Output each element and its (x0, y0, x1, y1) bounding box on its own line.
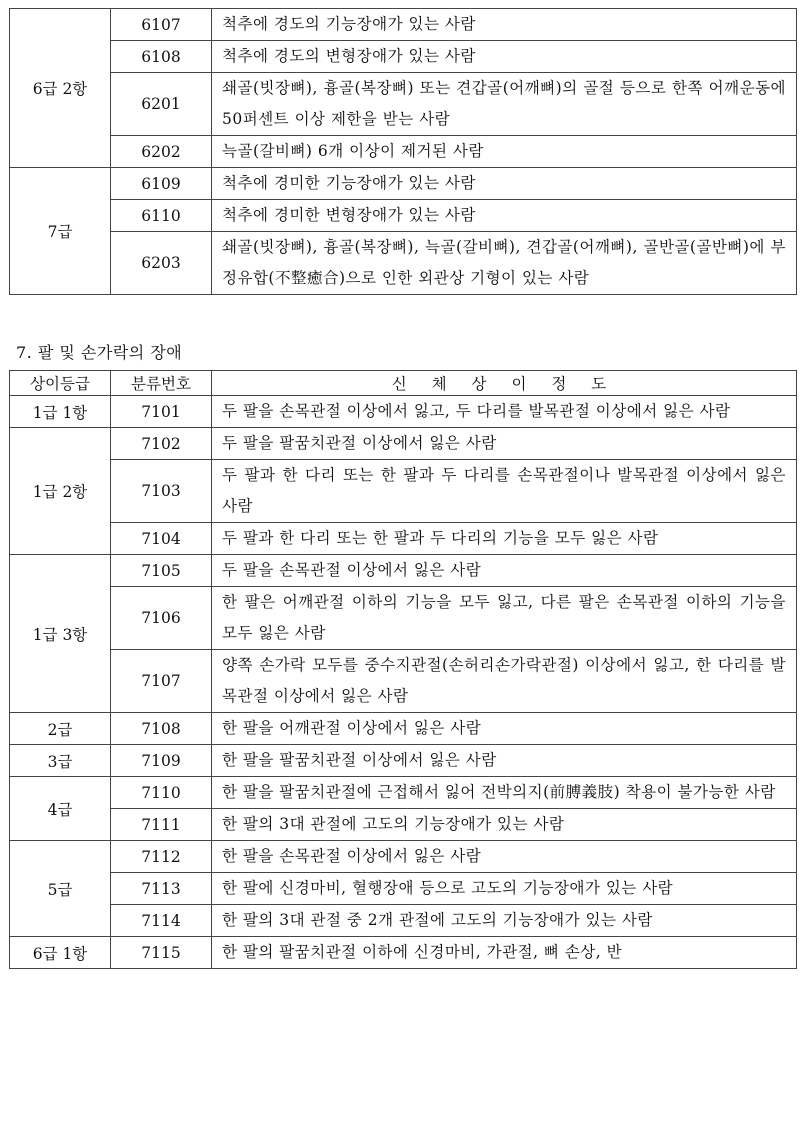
description-cell: 늑골(갈비뼈) 6개 이상이 제거된 사람 (212, 136, 797, 168)
code-cell: 6201 (111, 73, 212, 136)
code-cell: 7112 (111, 841, 212, 873)
table-row (10, 841, 797, 873)
arm-finger-disability-table (9, 370, 797, 969)
description-cell: 두 팔을 팔꿈치관절 이상에서 잃은 사람 (212, 428, 797, 460)
header-code: 분류번호 (111, 371, 212, 396)
code-cell: 6107 (111, 9, 212, 41)
code-cell: 7106 (111, 587, 212, 650)
table-row (10, 200, 797, 232)
table-row (10, 873, 797, 905)
description-cell: 양쪽 손가락 모두를 중수지관절(손허리손가락관절) 이상에서 잃고, 한 다리를 발목관절 이상에서 잃은 사람 (212, 650, 797, 713)
grade-cell: 1급 3항 (10, 555, 111, 713)
table-row (10, 555, 797, 587)
code-cell: 7102 (111, 428, 212, 460)
table-row (10, 428, 797, 460)
description-cell: 한 팔을 팔꿈치관절 이상에서 잃은 사람 (212, 745, 797, 777)
table-row (10, 809, 797, 841)
code-cell: 7113 (111, 873, 212, 905)
grade-cell: 1급 2항 (10, 428, 111, 555)
description-cell: 쇄골(빗장뼈), 흉골(복장뼈), 늑골(갈비뼈), 견갑골(어깨뼈), 골반골(골반뼈)에 부정유합(不整癒合)으로 인한 외관상 기형이 있는 사람 (212, 232, 797, 295)
description-cell: 한 팔의 3대 관절 중 2개 관절에 고도의 기능장애가 있는 사람 (212, 905, 797, 937)
code-cell: 6203 (111, 232, 212, 295)
code-cell: 6109 (111, 168, 212, 200)
table-row (10, 777, 797, 809)
description-cell: 한 팔의 팔꿈치관절 이하에 신경마비, 가관절, 뼈 손상, 반 (212, 937, 797, 969)
code-cell: 7105 (111, 555, 212, 587)
table-row (10, 523, 797, 555)
code-cell: 7104 (111, 523, 212, 555)
table-row (10, 460, 797, 523)
header-row (10, 371, 797, 396)
section-title: 7. 팔 및 손가락의 장애 (16, 343, 183, 362)
table-row (10, 713, 797, 745)
code-cell: 6202 (111, 136, 212, 168)
table-row (10, 41, 797, 73)
description-cell: 한 팔을 어깨관절 이상에서 잃은 사람 (212, 713, 797, 745)
code-cell: 7108 (111, 713, 212, 745)
grade-cell: 4급 (10, 777, 111, 841)
code-cell: 6110 (111, 200, 212, 232)
table-row (10, 650, 797, 713)
table-row (10, 745, 797, 777)
description-cell: 두 팔을 손목관절 이상에서 잃고, 두 다리를 발목관절 이상에서 잃은 사람 (212, 396, 797, 428)
table-row (10, 136, 797, 168)
description-cell: 두 팔과 한 다리 또는 한 팔과 두 다리를 손목관절이나 발목관절 이상에서 잃은 사람 (212, 460, 797, 523)
header-grade: 상이등급 (10, 371, 111, 396)
description-cell: 두 팔과 한 다리 또는 한 팔과 두 다리의 기능을 모두 잃은 사람 (212, 523, 797, 555)
grade-cell: 2급 (10, 713, 111, 745)
description-cell: 쇄골(빗장뼈), 흉골(복장뼈) 또는 견갑골(어깨뼈)의 골절 등으로 한쪽 어깨운동에 50퍼센트 이상 제한을 받는 사람 (212, 73, 797, 136)
description-cell: 한 팔을 손목관절 이상에서 잃은 사람 (212, 841, 797, 873)
table-row (10, 9, 797, 41)
description-cell: 한 팔에 신경마비, 혈행장애 등으로 고도의 기능장애가 있는 사람 (212, 873, 797, 905)
code-cell: 6108 (111, 41, 212, 73)
code-cell: 7109 (111, 745, 212, 777)
code-cell: 7114 (111, 905, 212, 937)
header-description: 신 체 상 이 정 도 (212, 371, 797, 396)
grade-cell: 7급 (10, 168, 111, 295)
table-row (10, 396, 797, 428)
description-cell: 척추에 경도의 기능장애가 있는 사람 (212, 9, 797, 41)
description-cell: 한 팔의 3대 관절에 고도의 기능장애가 있는 사람 (212, 809, 797, 841)
description-cell: 척추에 경도의 변형장애가 있는 사람 (212, 41, 797, 73)
code-cell: 7110 (111, 777, 212, 809)
grade-cell: 5급 (10, 841, 111, 937)
table-row (10, 232, 797, 295)
table-row (10, 168, 797, 200)
grade-cell: 3급 (10, 745, 111, 777)
description-cell: 척추에 경미한 기능장애가 있는 사람 (212, 168, 797, 200)
grade-cell: 6급 1항 (10, 937, 111, 969)
table-row (10, 587, 797, 650)
grade-cell: 1급 1항 (10, 396, 111, 428)
table-row (10, 905, 797, 937)
code-cell: 7101 (111, 396, 212, 428)
spine-disability-table (9, 8, 797, 295)
description-cell: 두 팔을 손목관절 이상에서 잃은 사람 (212, 555, 797, 587)
code-cell: 7115 (111, 937, 212, 969)
description-cell: 척추에 경미한 변형장애가 있는 사람 (212, 200, 797, 232)
description-cell: 한 팔은 어깨관절 이하의 기능을 모두 잃고, 다른 팔은 손목관절 이하의 기능을 모두 잃은 사람 (212, 587, 797, 650)
code-cell: 7103 (111, 460, 212, 523)
code-cell: 7111 (111, 809, 212, 841)
description-cell: 한 팔을 팔꿈치관절에 근접해서 잃어 전박의지(前膊義肢) 착용이 불가능한 사람 (212, 777, 797, 809)
code-cell: 7107 (111, 650, 212, 713)
table-row (10, 937, 797, 969)
table-row (10, 73, 797, 136)
grade-cell: 6급 2항 (10, 9, 111, 168)
